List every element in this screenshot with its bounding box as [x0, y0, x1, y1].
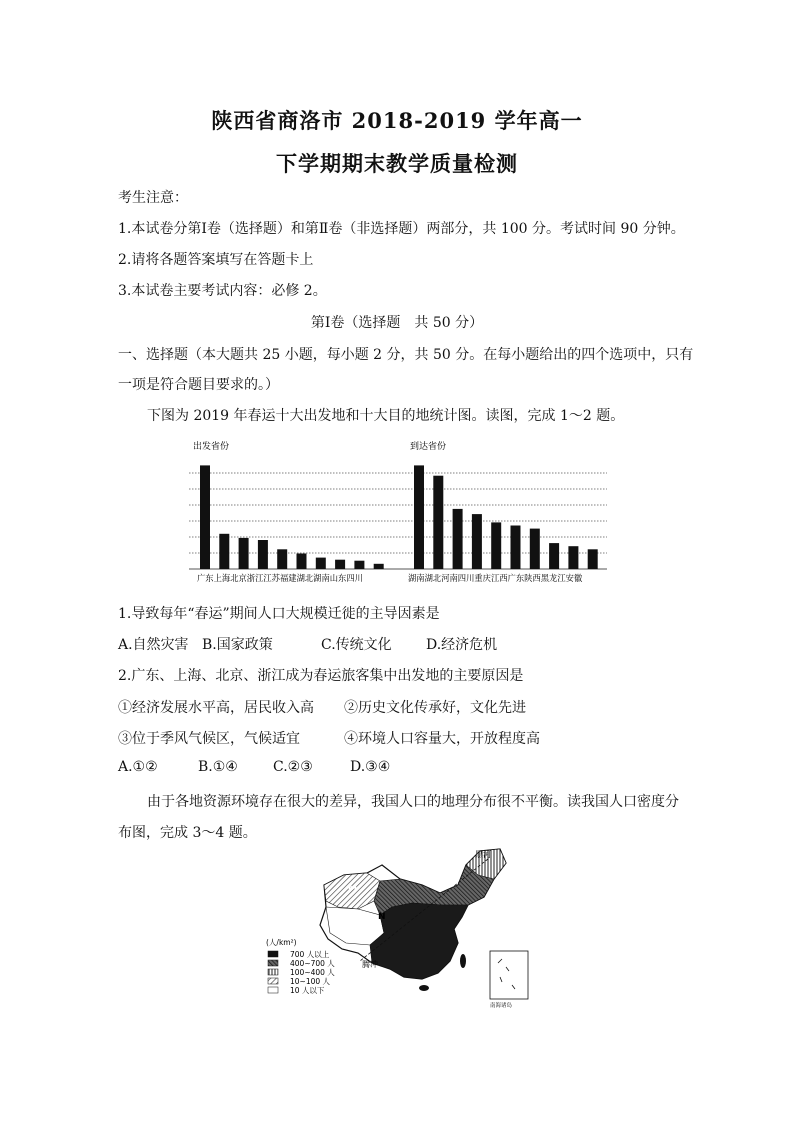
map-label-m: M [348, 884, 357, 894]
arrival-bars [414, 465, 598, 569]
arrival-bar-江西 [511, 526, 521, 570]
hainan-island [419, 985, 429, 991]
notice-item-1: 1.本试卷分第Ⅰ卷（选择题）和第Ⅱ卷（非选择题）两部分，共 100 分。考试时间 90 分钟。 [118, 221, 685, 237]
taiwan-island [460, 954, 466, 968]
q2-statements-row-2 [118, 728, 638, 748]
q1-option-d: D.经济危机 [426, 637, 498, 653]
south-china-sea-inset [490, 951, 528, 999]
intro-questions-3-4-line-2: 布图，完成 3～4 题。 [118, 825, 257, 841]
departure-bar-北京 [239, 538, 249, 569]
departure-bar-上海 [219, 534, 229, 569]
departure-bars [200, 465, 384, 569]
part-1-instructions-line-1: 一、选择题（本大题共 25 小题，每小题 2 分，共 50 分。在每小题给出的四个选项中，只有 [118, 347, 694, 363]
map-label-tengchong: 腾冲 [362, 960, 378, 969]
left-axis-labels: 广东上海北京浙江江苏福建湖北湖南山东四川 [197, 573, 363, 583]
title-line-2: 下学期期末教学质量检测 [276, 151, 518, 176]
q2-option-b: B.①④ [198, 759, 238, 775]
q1-option-b: B.国家政策 [202, 637, 273, 653]
departure-bar-福建 [297, 554, 307, 570]
legend-item-4: 10~100 人 [290, 977, 331, 986]
arrival-bar-黑龙江 [568, 546, 578, 569]
q2-option-a: A.①② [118, 759, 158, 775]
right-chart-title: 到达省份 [410, 442, 447, 452]
legend-item-1: 700 人以上 [290, 950, 330, 959]
q2-statement-2: ②历史文化传承好，文化先进 [344, 700, 526, 716]
section-1-title: 第Ⅰ卷（选择题 共 50 分） [310, 315, 484, 331]
left-chart-title: 出发省份 [193, 442, 230, 452]
q1-options [118, 634, 618, 654]
q2-statement-4: ④环境人口容量大，开放程度高 [344, 731, 540, 747]
arrival-bar-四川 [472, 514, 482, 569]
part-1-instructions-line-2: 一项是符合题目要求的。） [118, 377, 279, 393]
q2-statement-3: ③位于季风气候区，气候适宜 [118, 731, 300, 747]
intro-questions-3-4-line-1: 由于各地资源环境存在很大的差异，我国人口的地理分布很不平衡。读我国人口密度分 [147, 794, 679, 810]
arrival-bar-安徽 [588, 549, 598, 569]
departure-bar-山东 [354, 561, 364, 569]
legend-title: (人/km²) [266, 938, 297, 947]
q1-option-a: A.自然灾害 [118, 637, 189, 653]
population-density-map [262, 845, 532, 1010]
legend-item-5: 10 人以下 [290, 986, 325, 995]
spring-travel-chart [183, 435, 613, 587]
departure-bar-江苏 [277, 549, 287, 569]
q2-stem: 2.广东、上海、北京、浙江成为春运旅客集中出发地的主要原因是 [118, 668, 524, 684]
map-label-n: N [378, 912, 386, 922]
arrival-bar-陕西 [549, 543, 559, 569]
departure-bar-浙江 [258, 540, 268, 569]
q2-option-d: D.③④ [350, 759, 391, 775]
map-label-nanhai: 南海诸岛 [490, 1003, 513, 1009]
q1-stem: 1.导致每年“春运”期间人口大规模迁徙的主导因素是 [118, 606, 440, 622]
q2-options [118, 759, 518, 779]
right-axis-labels: 湖南湖北河南四川重庆江西广东陕西黑龙江安徽 [408, 573, 583, 583]
intro-questions-1-2: 下图为 2019 年春运十大出发地和十大目的地统计图。读图，完成 1～2 题。 [147, 408, 625, 424]
departure-bar-四川 [374, 564, 384, 569]
departure-bar-湖南 [335, 560, 345, 569]
arrival-bar-湖北 [433, 476, 443, 569]
q1-option-c: C.传统文化 [321, 637, 392, 653]
title-line-1: 陕西省商洛市 2018-2019 学年高一 [211, 108, 583, 133]
notice-item-3: 3.本试卷主要考试内容：必修 2。 [118, 283, 327, 299]
q2-option-c: C.②③ [273, 759, 313, 775]
legend-item-2: 400~700 人 [290, 959, 335, 968]
arrival-bar-河南 [453, 509, 463, 569]
map-legend [266, 937, 335, 995]
departure-bar-广东 [200, 465, 210, 569]
arrival-bar-湖南 [414, 465, 424, 569]
arrival-bar-重庆 [491, 522, 501, 569]
arrival-bar-广东 [530, 529, 540, 569]
notice-heading: 考生注意： [118, 190, 188, 206]
notice-item-2: 2.请将各题答案填写在答题卡上 [118, 252, 314, 268]
chart-grid [189, 473, 607, 569]
map-label-heihe: 黑河 [475, 850, 491, 859]
departure-bar-湖北 [316, 558, 326, 569]
q2-statement-1: ①经济发展水平高，居民收入高 [118, 700, 314, 716]
legend-item-3: 100~400 人 [290, 968, 335, 977]
q2-statements-row-1 [118, 697, 638, 717]
